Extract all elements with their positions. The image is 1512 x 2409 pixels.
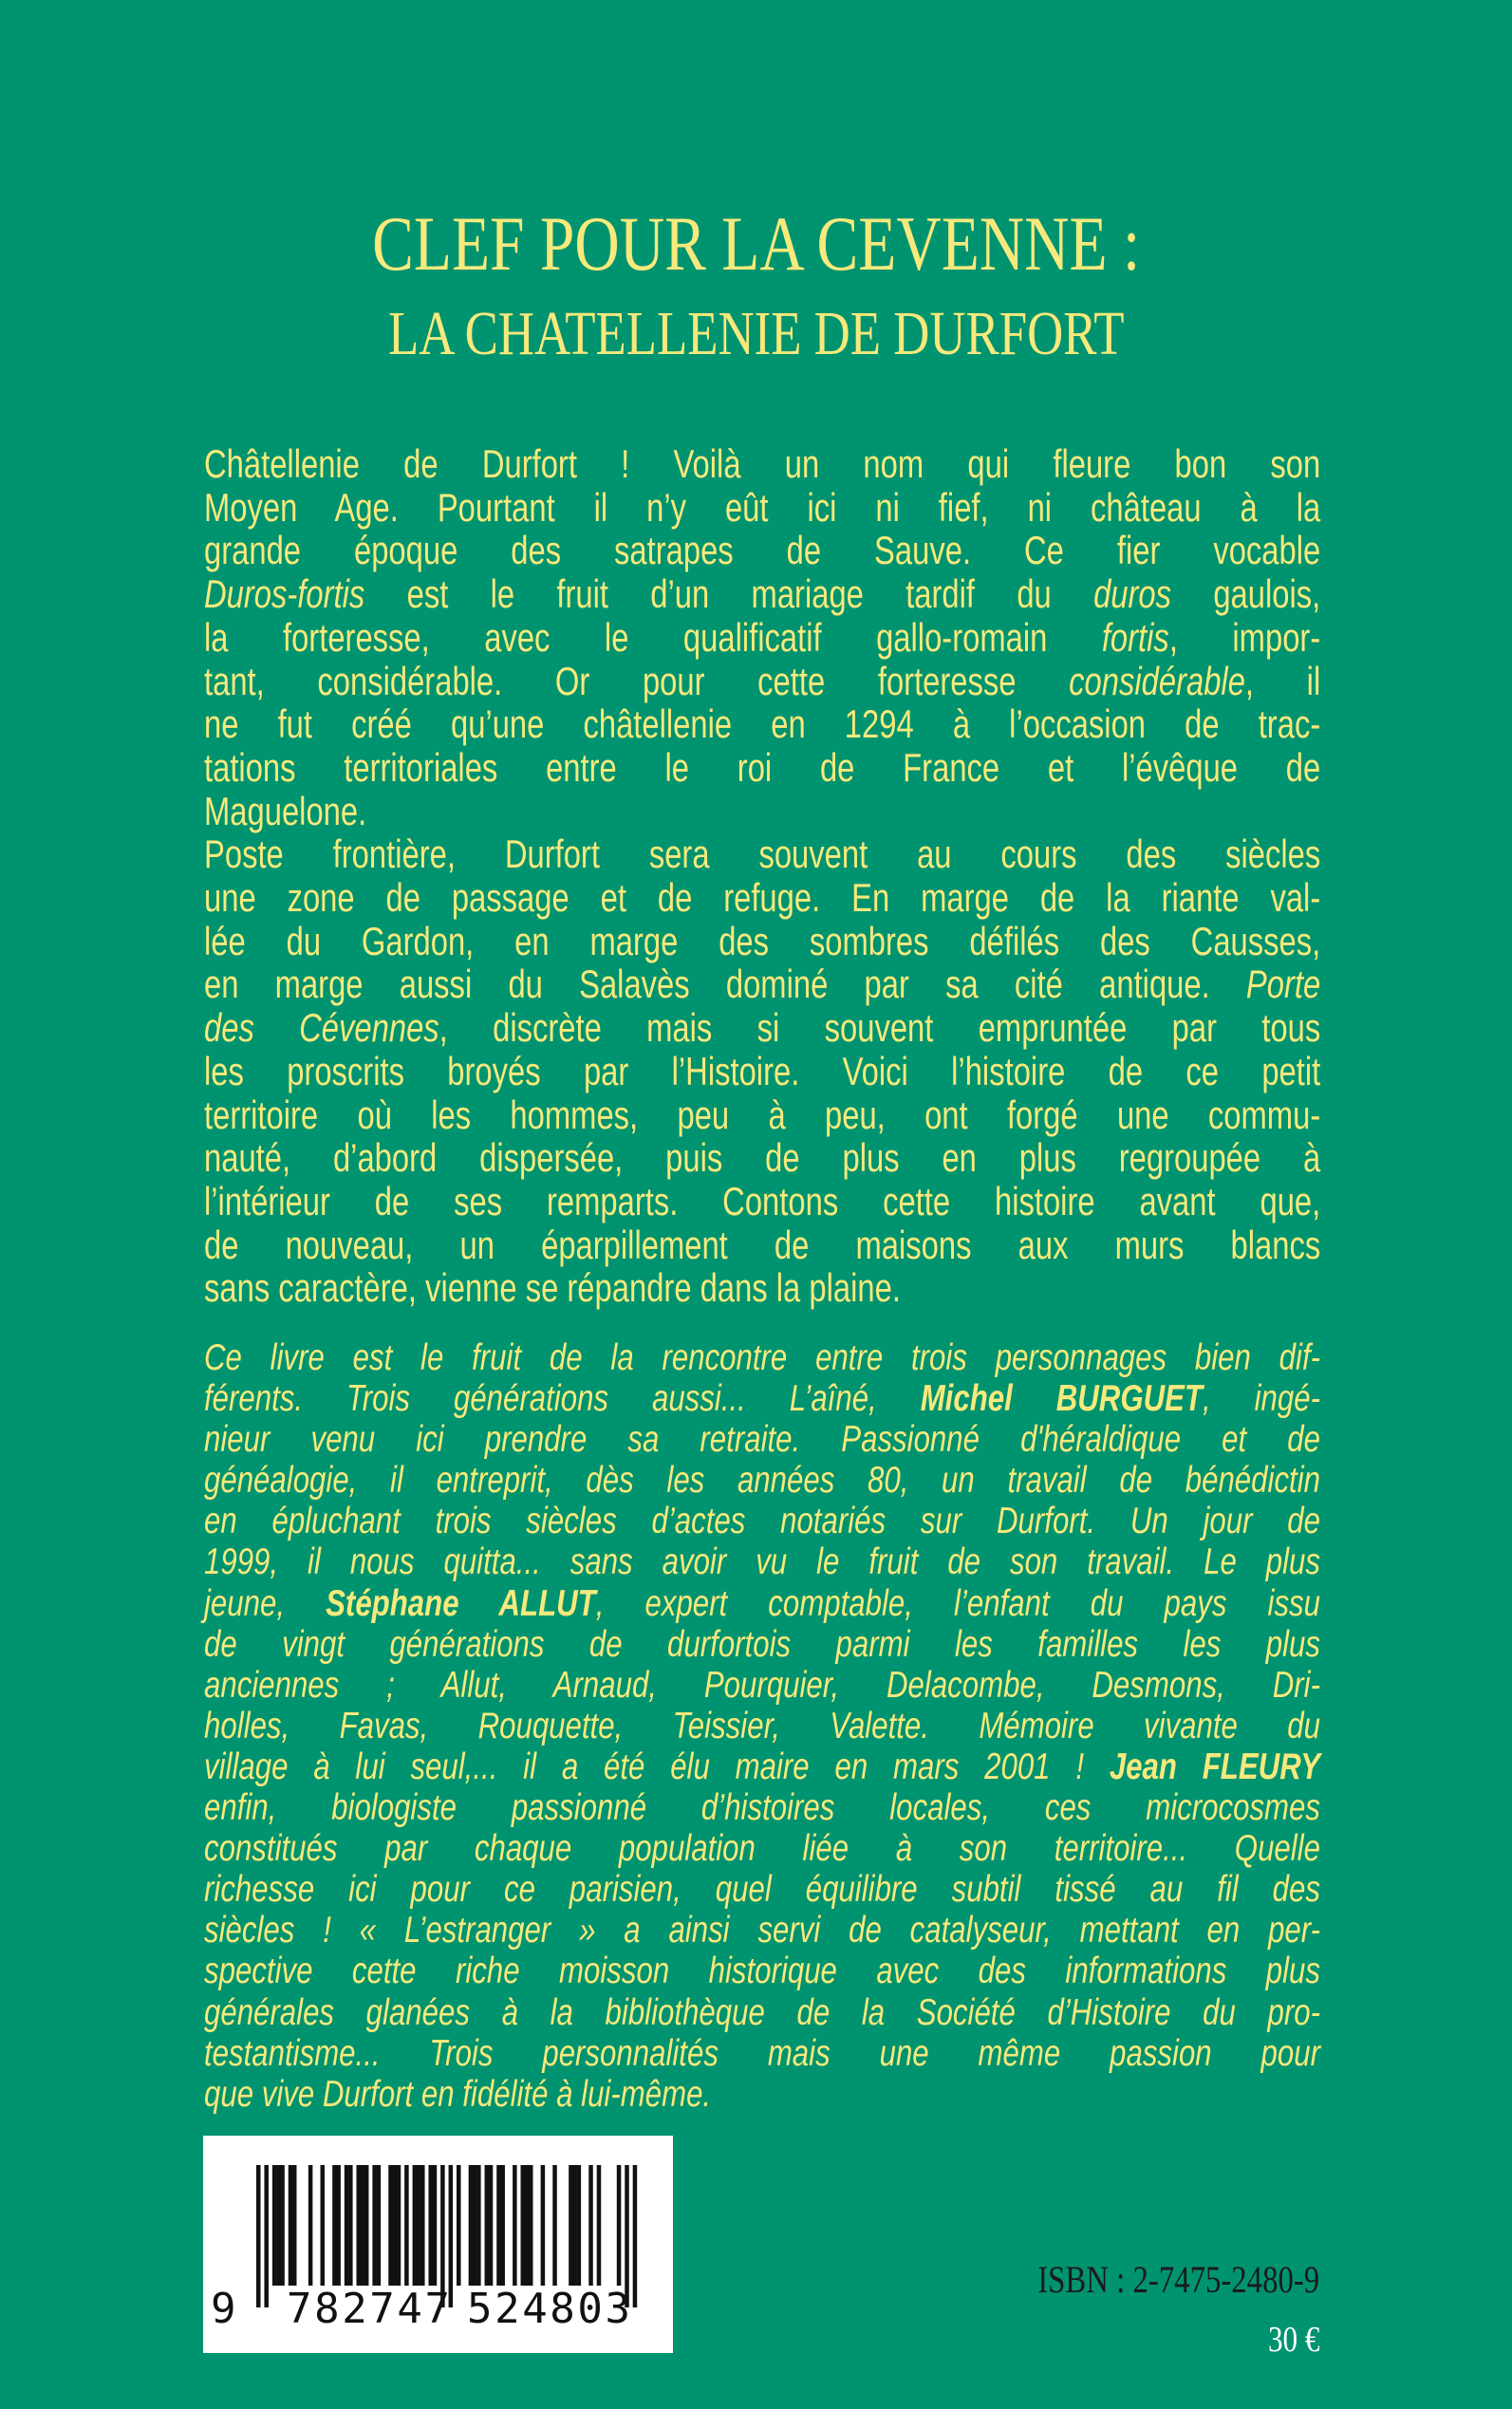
text-segment: nauté, d’abord dispersée, puis de plus en plus regroupée à bbox=[204, 1135, 1321, 1181]
text-line bbox=[204, 1787, 1320, 1828]
text-segment: de nouveau, un éparpillement de maisons aux murs blancs bbox=[204, 1222, 1321, 1267]
text-segment: en épluchant trois siècles d’actes notariés sur Durfort. Un jour de bbox=[204, 1501, 1320, 1542]
barcode-bar bbox=[308, 2165, 313, 2286]
italic-text: fortis bbox=[1101, 614, 1169, 660]
text-segment: enfin, biologiste passionné d’histoires locales, ces microcosmes bbox=[204, 1787, 1320, 1829]
text-segment: tations territoriales entre le roi de France et l’évêque de bbox=[204, 744, 1321, 790]
barcode-bar bbox=[572, 2165, 577, 2286]
text-line bbox=[204, 442, 1320, 486]
barcode-bar bbox=[529, 2165, 533, 2286]
text-line bbox=[204, 2074, 1320, 2115]
text-line bbox=[204, 1266, 1320, 1310]
barcode-bar bbox=[476, 2165, 481, 2286]
barcode-bar bbox=[332, 2165, 337, 2286]
text-segment: jeune, bbox=[204, 1582, 327, 1624]
barcode-bar bbox=[256, 2165, 261, 2307]
text-segment: férents. Trois générations aussi... L’aîné, bbox=[204, 1378, 921, 1420]
text-line bbox=[204, 1746, 1320, 1787]
barcode-bar bbox=[457, 2165, 461, 2286]
text-segment: 1999, il nous quitta... sans avoir vu le fruit de son travail. Le plus bbox=[204, 1541, 1320, 1583]
barcode-bar bbox=[292, 2165, 297, 2286]
text-line bbox=[204, 572, 1320, 616]
barcode-bar bbox=[321, 2165, 326, 2286]
text-line bbox=[204, 1583, 1320, 1624]
barcode-bar bbox=[388, 2165, 393, 2286]
barcode-bar bbox=[377, 2165, 382, 2286]
text-line bbox=[204, 1093, 1320, 1137]
text-line bbox=[204, 1223, 1320, 1267]
barcode-bar bbox=[348, 2165, 353, 2286]
book-title bbox=[0, 201, 1512, 287]
italic-text: Duros-fortis bbox=[204, 571, 365, 617]
text-line bbox=[204, 1951, 1320, 1991]
barcode-bar bbox=[569, 2165, 573, 2286]
italic-text: considérable bbox=[1069, 658, 1245, 703]
text-segment: anciennes ; Allut, Arnaud, Pourquier, Delacombe, Desmons, Dri- bbox=[204, 1664, 1320, 1706]
text-line bbox=[204, 790, 1320, 833]
text-line bbox=[204, 2033, 1320, 2074]
barcode-bar bbox=[469, 2165, 474, 2286]
barcode-bar bbox=[521, 2165, 526, 2286]
text-segment: , ingé- bbox=[1203, 1378, 1320, 1420]
text-segment: est le fruit d’un mariage tardif du bbox=[364, 571, 1094, 617]
text-line bbox=[204, 1136, 1320, 1180]
barcode bbox=[203, 2136, 673, 2353]
barcode-bar bbox=[633, 2165, 638, 2307]
text-line bbox=[204, 1419, 1320, 1460]
barcode-right-digits: 524803 bbox=[467, 2285, 630, 2333]
text-segment: Moyen Age. Pourtant il n’y eût ici ni fief, ni château à la bbox=[204, 484, 1321, 530]
barcode-bar bbox=[473, 2165, 477, 2286]
text-segment: la forteresse, avec le qualificatif gallo-romain bbox=[204, 614, 1102, 660]
barcode-bar bbox=[420, 2165, 425, 2286]
text-line bbox=[204, 702, 1320, 746]
barcode-bar bbox=[489, 2165, 494, 2286]
price: 30 € bbox=[1267, 2320, 1319, 2360]
barcode-bar bbox=[496, 2165, 501, 2286]
text-segment: une zone de passage et de refuge. En marge de la riante val- bbox=[204, 875, 1321, 921]
book-subtitle bbox=[0, 300, 1512, 368]
title-line-2: LA CHATELLENIE DE DURFORT bbox=[387, 299, 1125, 368]
text-segment: , il bbox=[1244, 658, 1321, 703]
author-name: Michel BURGUET bbox=[920, 1378, 1203, 1420]
text-segment: holles, Favas, Rouquette, Teissier, Valette. Mémoire vivante du bbox=[204, 1705, 1320, 1746]
text-segment: gaulois, bbox=[1171, 571, 1321, 617]
text-line bbox=[204, 1541, 1320, 1582]
barcode-bar bbox=[588, 2165, 593, 2286]
text-line bbox=[204, 962, 1320, 1006]
barcode-bar bbox=[513, 2165, 517, 2286]
text-segment: territoire où les hommes, peu à peu, ont forgé une commu- bbox=[204, 1092, 1321, 1137]
text-segment: Poste frontière, Durfort sera souvent au cours des siècles bbox=[204, 831, 1321, 877]
italic-text: duros bbox=[1093, 571, 1172, 617]
text-segment: les proscrits broyés par l’Histoire. Voici l’histoire de ce petit bbox=[204, 1048, 1321, 1093]
barcode-bar bbox=[364, 2165, 369, 2286]
barcode-bar bbox=[280, 2165, 285, 2286]
barcode-left-digits: 782747 bbox=[287, 2285, 450, 2333]
text-line bbox=[204, 1501, 1320, 1541]
text-line bbox=[204, 1910, 1320, 1951]
barcode-bar bbox=[272, 2165, 277, 2286]
text-segment: de vingt générations de durfortois parmi les familles les plus bbox=[204, 1623, 1320, 1665]
barcode-bar bbox=[404, 2165, 409, 2286]
text-segment: Maguelone. bbox=[204, 788, 367, 833]
text-segment: Ce livre est le fruit de la rencontre entre trois personnages bien dif- bbox=[204, 1337, 1320, 1378]
barcode-first-digit: 9 bbox=[211, 2285, 236, 2333]
barcode-bar bbox=[336, 2165, 341, 2286]
barcode-bar bbox=[541, 2165, 546, 2286]
text-segment: généalogie, il entreprit, dès les années 80, un travail de bénédictin bbox=[204, 1460, 1320, 1502]
text-line bbox=[204, 1460, 1320, 1501]
text-segment: , discrète mais si souvent empruntée par tous bbox=[439, 1005, 1321, 1051]
barcode-bar bbox=[525, 2165, 530, 2286]
barcode-bar bbox=[617, 2165, 622, 2286]
text-segment: spective cette riche moisson historique avec des informations plus bbox=[204, 1951, 1320, 1992]
barcode-bar bbox=[392, 2165, 397, 2286]
text-line bbox=[204, 920, 1320, 963]
barcode-bar bbox=[289, 2165, 293, 2286]
text-segment: testantisme... Trois personnalités mais une même passion pour bbox=[204, 2032, 1320, 2074]
text-segment: constitués par chaque population liée à son territoire... Quelle bbox=[204, 1828, 1320, 1870]
text-line bbox=[204, 876, 1320, 920]
text-segment: que vive Durfort en fidélité à lui-même. bbox=[204, 2073, 712, 2115]
text-segment: sans caractère, vienne se répandre dans la plaine. bbox=[204, 1265, 901, 1311]
text-line bbox=[204, 660, 1320, 703]
text-segment: , expert comptable, l’enfant du pays issu bbox=[595, 1582, 1320, 1624]
summary-paragraph bbox=[204, 442, 1320, 1310]
text-line bbox=[204, 1869, 1320, 1910]
text-segment: l’intérieur de ses remparts. Contons cette histoire avant que, bbox=[204, 1178, 1321, 1223]
author-name: Jean FLEURY bbox=[1109, 1746, 1320, 1787]
barcode-bar bbox=[428, 2165, 433, 2286]
text-line bbox=[204, 529, 1320, 572]
author-name: Stéphane ALLUT bbox=[326, 1582, 596, 1624]
barcode-bar bbox=[597, 2165, 602, 2286]
text-segment: lée du Gardon, en marge des sombres défilés des Causses, bbox=[204, 918, 1321, 963]
text-line bbox=[204, 746, 1320, 790]
text-segment: tant, considérable. Or pour cette forteresse bbox=[204, 658, 1070, 703]
barcode-bar bbox=[357, 2165, 362, 2286]
barcode-bar bbox=[500, 2165, 505, 2286]
barcode-bar bbox=[417, 2165, 421, 2286]
text-segment: Châtellenie de Durfort ! Voilà un nom qui fleure bon son bbox=[204, 441, 1321, 486]
barcode-bar bbox=[552, 2165, 557, 2286]
text-line bbox=[204, 1378, 1320, 1419]
text-line bbox=[204, 832, 1320, 876]
text-segment: grande époque des satrapes de Sauve. Ce fier vocable bbox=[204, 528, 1321, 573]
text-line bbox=[204, 486, 1320, 530]
text-segment: siècles ! « L’estranger » a ainsi servi de catalyseur, mettant en per- bbox=[204, 1910, 1320, 1951]
text-segment: nieur venu ici prendre sa retraite. Passionné d'héraldique et de bbox=[204, 1419, 1320, 1461]
text-segment: richesse ici pour ce parisien, quel équilibre subtil tissé au fil des bbox=[204, 1869, 1320, 1911]
text-segment: village à lui seul,... il a été élu maire en mars 2001 ! bbox=[204, 1746, 1110, 1787]
text-line bbox=[204, 1624, 1320, 1665]
barcode-graphic bbox=[203, 2136, 673, 2353]
text-line bbox=[204, 1665, 1320, 1706]
text-line bbox=[204, 1337, 1320, 1378]
barcode-bar bbox=[345, 2165, 349, 2286]
text-segment: générales glanées à la bibliothèque de la Société d’Histoire du pro- bbox=[204, 1991, 1320, 2033]
isbn-number: ISBN : 2-7475-2480-9 bbox=[1036, 2258, 1319, 2301]
barcode-bar bbox=[276, 2165, 281, 2286]
barcode-bar bbox=[264, 2165, 269, 2307]
italic-text: des Cévennes bbox=[204, 1005, 439, 1051]
authors-paragraph bbox=[204, 1337, 1320, 2115]
italic-text: Porte bbox=[1245, 962, 1321, 1007]
text-segment: , impor- bbox=[1168, 614, 1321, 660]
barcode-bar bbox=[577, 2165, 582, 2286]
title-line-1: CLEF POUR LA CEVENNE : bbox=[371, 200, 1141, 287]
text-line bbox=[204, 1706, 1320, 1746]
text-segment: en marge aussi du Salavès dominé par sa cité antique. bbox=[204, 962, 1246, 1007]
text-line bbox=[204, 1992, 1320, 2033]
text-line bbox=[204, 1006, 1320, 1050]
barcode-bar bbox=[413, 2165, 418, 2286]
text-line bbox=[204, 616, 1320, 660]
text-line bbox=[204, 1050, 1320, 1093]
barcode-bar bbox=[361, 2165, 365, 2286]
barcode-bar bbox=[397, 2165, 401, 2286]
barcode-bar bbox=[433, 2165, 438, 2286]
text-line bbox=[204, 1180, 1320, 1223]
text-segment: ne fut créé qu’une châtellenie en 1294 à l’occasion de trac- bbox=[204, 701, 1321, 747]
text-line bbox=[204, 1828, 1320, 1869]
barcode-bar bbox=[372, 2165, 377, 2286]
barcode-bar bbox=[485, 2165, 490, 2286]
